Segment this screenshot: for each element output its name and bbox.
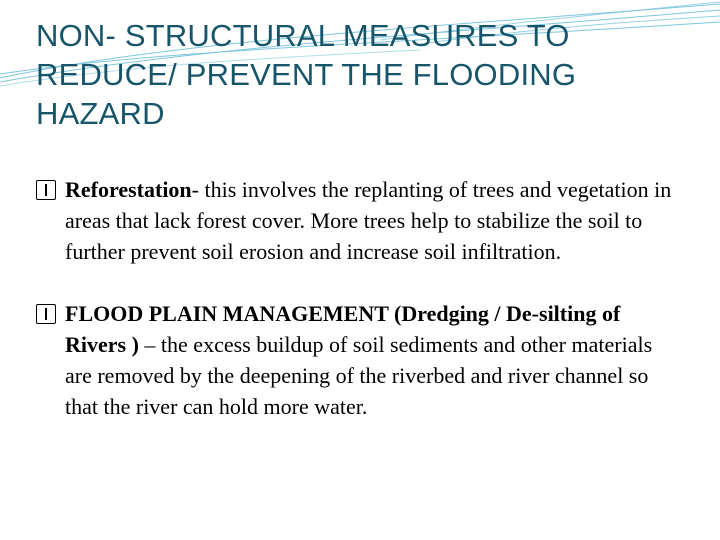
unknown-glyph-box-icon	[36, 304, 56, 324]
bullet-text: - this involves the replanting of trees and vegetation in areas that lack forest cover. More trees help to stabilize the soil to further prevent soil erosion and increase soil infiltration.	[65, 177, 672, 264]
bullet-text: – the excess buildup of soil sediments and other materials are removed by the deepening of the riverbed and river channel so that the river can hold more water.	[65, 332, 653, 419]
slide-title: NON- STRUCTURAL MEASURES TO REDUCE/ PREVENT THE FLOODING HAZARD	[36, 18, 577, 131]
unknown-glyph-box-icon	[36, 180, 56, 200]
bullet-item-flood-plain-management	[36, 298, 676, 422]
bullet-item-reforestation	[36, 174, 676, 267]
bullet-list	[36, 174, 676, 422]
bullet-term: Reforestation	[65, 177, 192, 202]
bullet-term: FLOOD PLAIN MANAGEMENT (Dredging / De-silting of Rivers )	[65, 301, 621, 357]
